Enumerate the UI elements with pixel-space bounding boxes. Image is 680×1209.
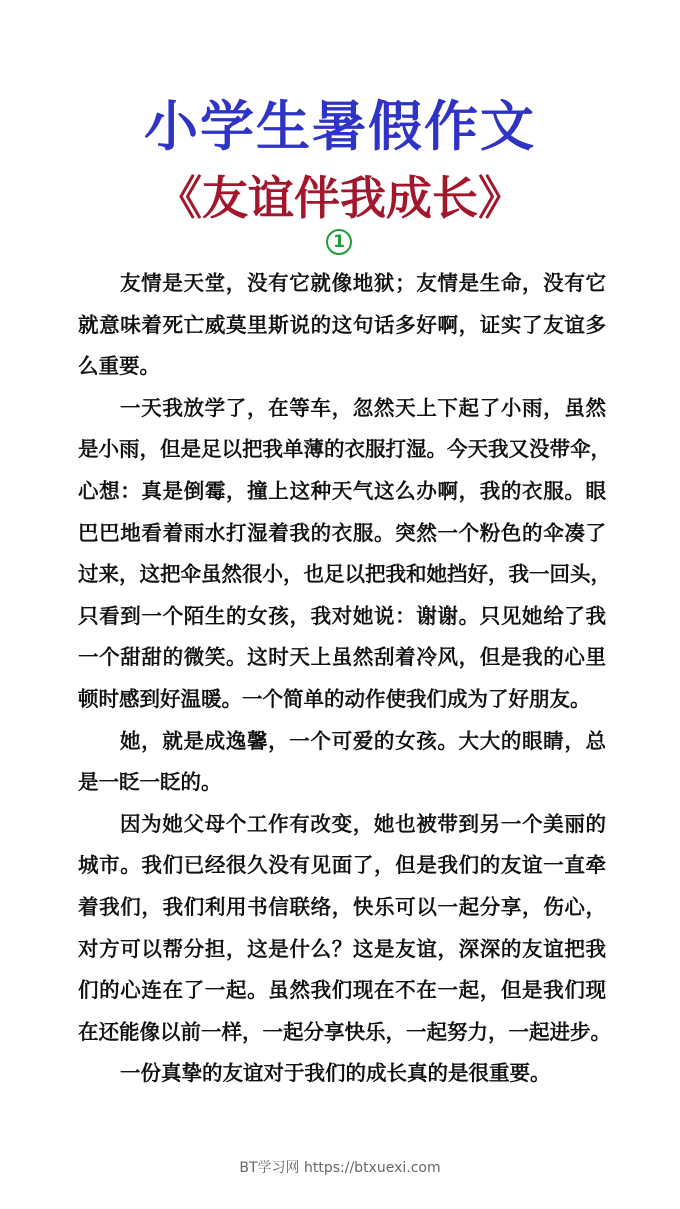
paragraph-line: 是一眨一眨的。: [78, 770, 222, 795]
paragraph-line: 友情是天堂，没有它就像地狱；友情是生命，没有它: [120, 271, 606, 295]
paragraph-line: 顿时感到好温暖。一个简单的动作使我们成为了好朋友。: [78, 686, 591, 711]
paragraph-line: 只看到一个陌生的女孩，我对她说：谢谢。只见她给了我: [78, 603, 606, 628]
paragraph-line: 着我们，我们利用书信联络，快乐可以一起分享，伤心，: [78, 894, 606, 919]
paragraph-line: 是小雨，但是足以把我单薄的衣服打湿。今天我又没带伞，: [78, 437, 611, 462]
paragraph-line: 心想：真是倒霉，撞上这种天气这么办啊，我的衣服。眼: [78, 478, 606, 503]
paragraph-line: 一天我放学了，在等车，忽然天上下起了小雨，虽然: [120, 395, 606, 420]
section-number-badge: 1: [326, 229, 352, 255]
paragraph-line: 对方可以帮分担，这是什么？这是友谊，深深的友谊把我: [78, 936, 606, 961]
essay-body: [78, 266, 611, 1098]
paragraph-line: 因为她父母个工作有改变，她也被带到另一个美丽的: [120, 811, 606, 836]
footer-watermark: BT学习网 https://btxuexi.com: [239, 1160, 441, 1176]
essay-title: 《友谊伴我成长》: [156, 171, 524, 225]
paragraph-line: 一份真挚的友谊对于我们的成长真的是很重要。: [120, 1061, 551, 1086]
paragraph-line: 过来，这把伞虽然很小，也足以把我和她挡好，我一回头，: [78, 562, 611, 587]
paragraph-line: 在还能像以前一样，一起分享快乐，一起努力，一起进步。: [78, 1019, 611, 1044]
paragraph-line: 巴巴地看着雨水打湿着我的衣服。突然一个粉色的伞凑了: [78, 520, 606, 545]
paragraph-line: 一个甜甜的微笑。这时天上虽然刮着冷风，但是我的心里: [78, 645, 606, 670]
paragraph-line: 就意味着死亡威莫里斯说的这句话多好啊，证实了友谊多: [78, 312, 606, 337]
paragraph-line: 城市。我们已经很久没有见面了，但是我们的友谊一直牵: [78, 853, 606, 878]
page-title: 小学生暑假作文: [144, 95, 536, 158]
paragraph-line: 她，就是成逸馨，一个可爱的女孩。大大的眼睛，总: [120, 728, 606, 753]
paragraph-line: 么重要。: [78, 354, 160, 379]
paragraph-line: 们的心连在了一起。虽然我们现在不在一起，但是我们现: [78, 978, 606, 1003]
